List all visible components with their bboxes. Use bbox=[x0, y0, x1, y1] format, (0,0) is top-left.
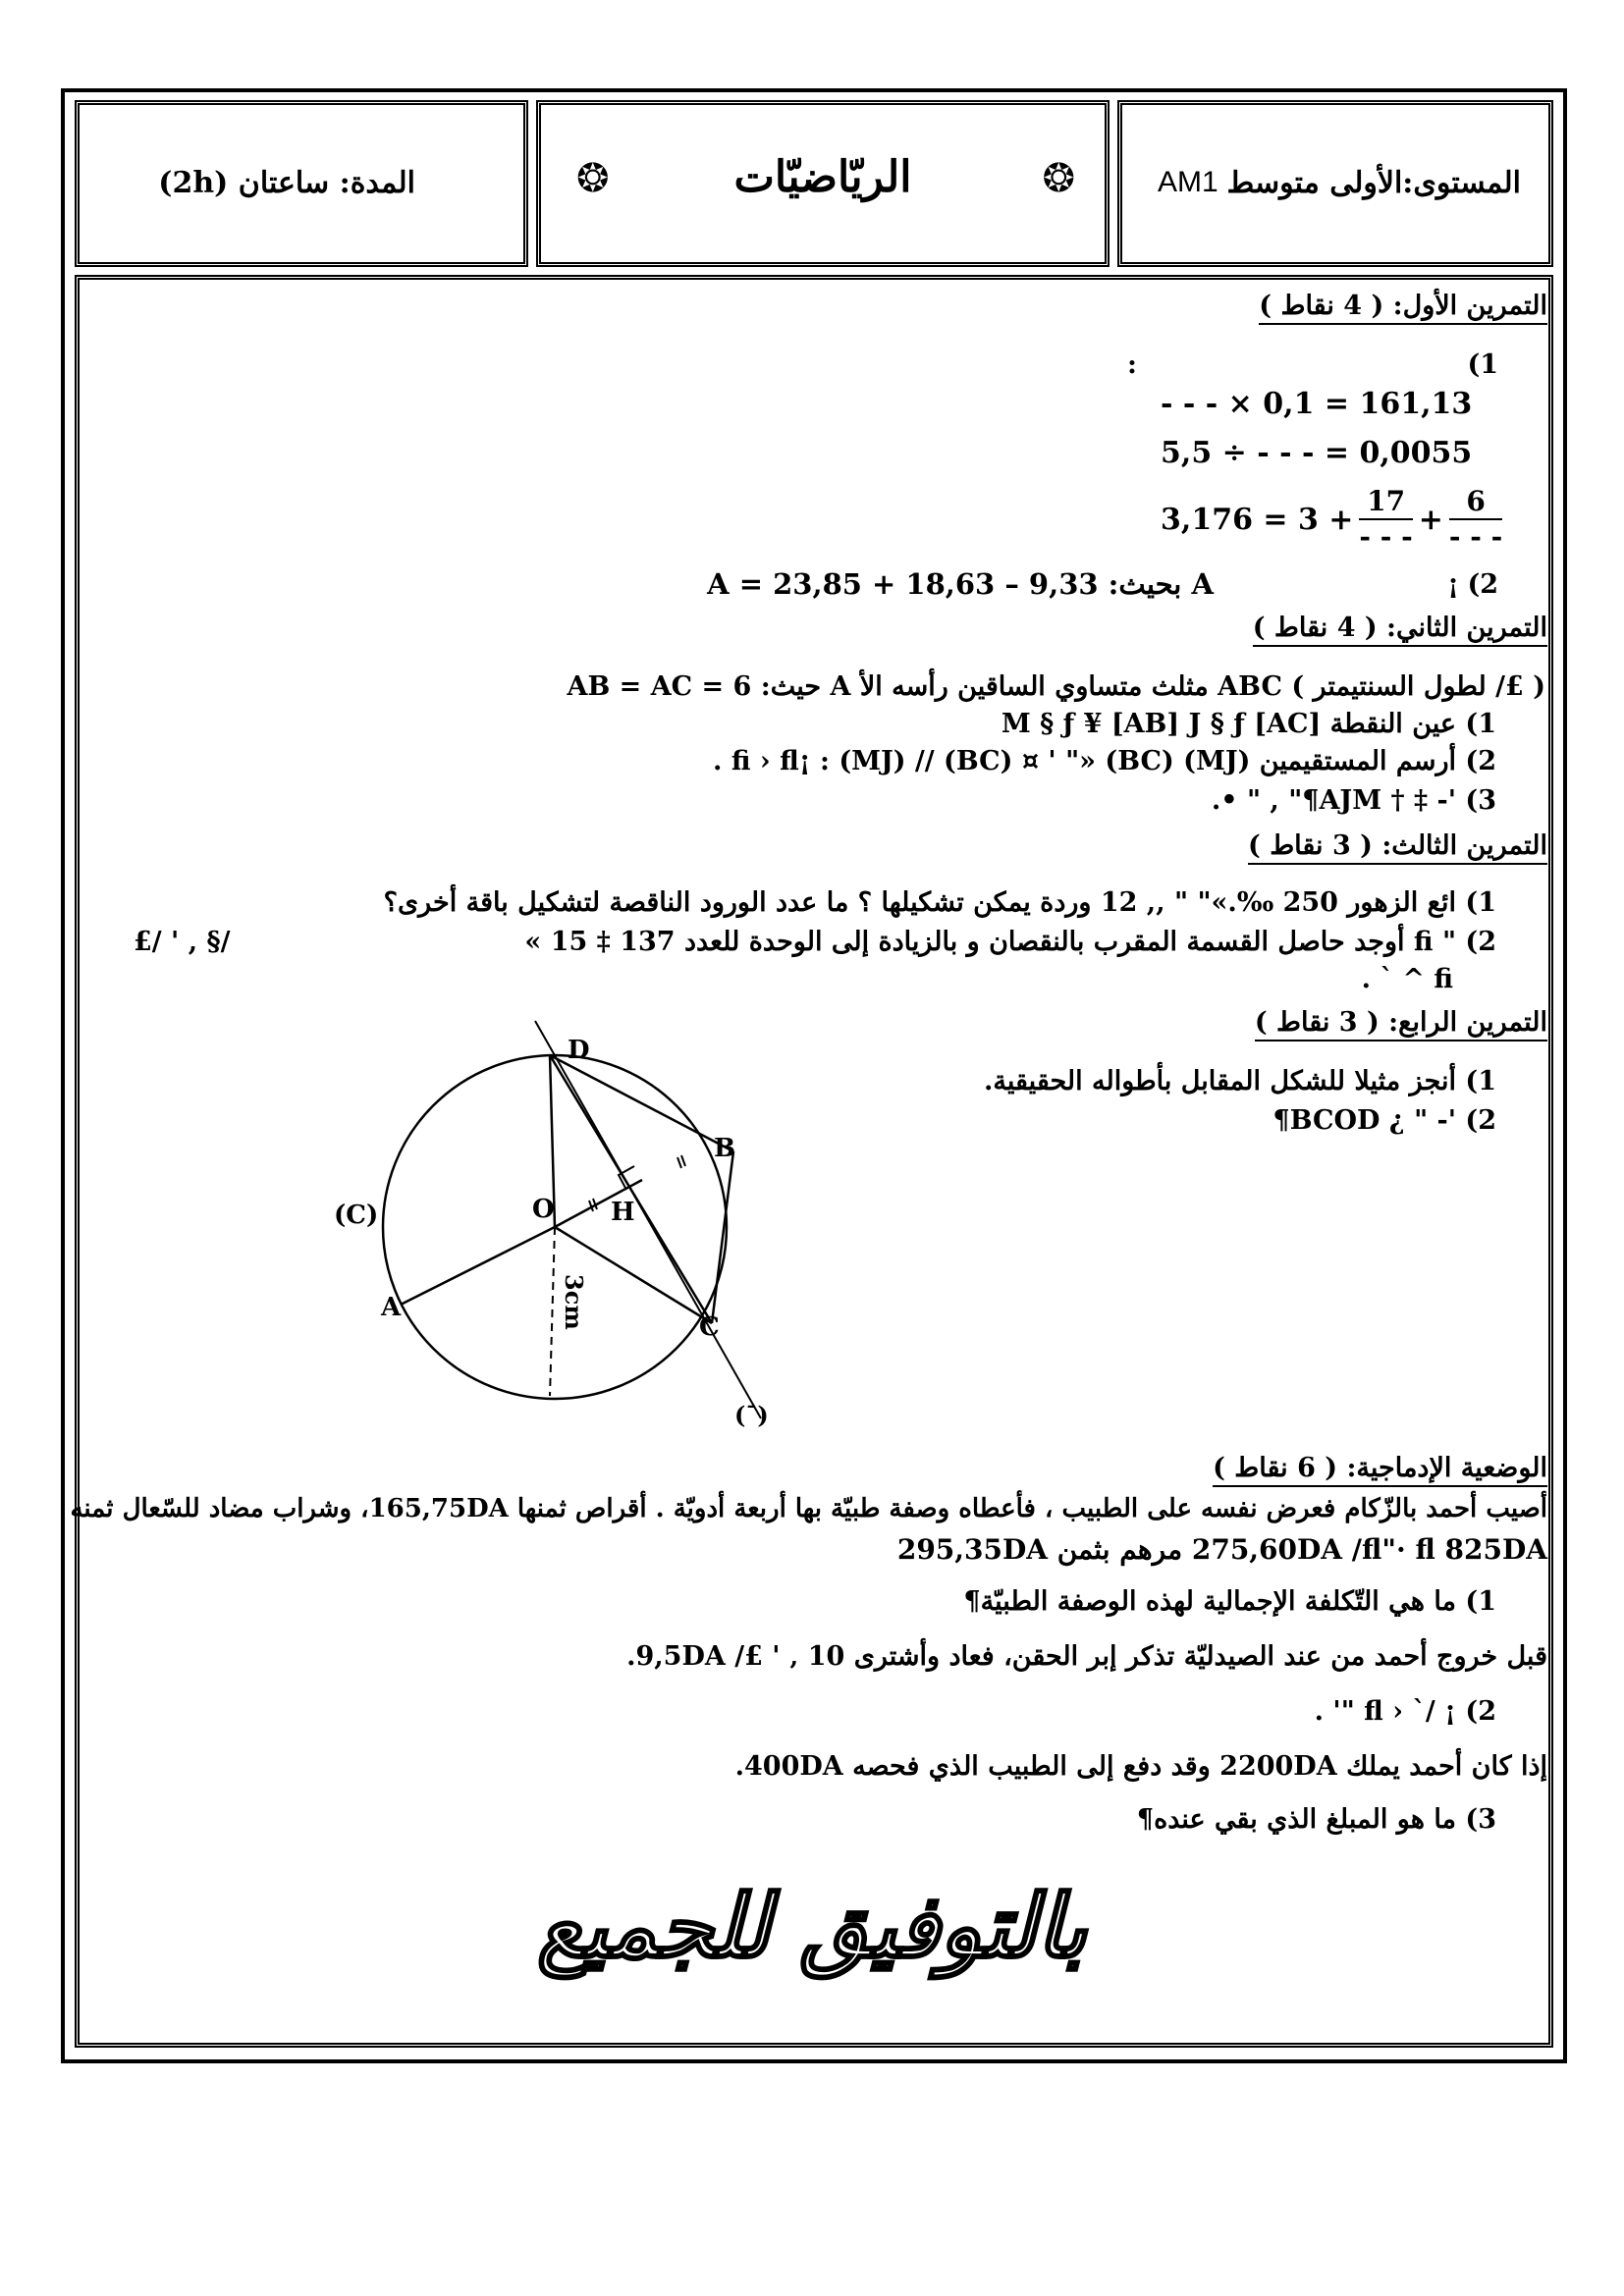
ex1-title: التمرين الأول: ( 4 نقاط ) bbox=[1259, 291, 1547, 325]
ex1-eq2: 5,5 ÷ - - - = 0,0055 bbox=[1161, 436, 1473, 470]
ex1-eq1: - - - × 0,1 = 161,13 bbox=[1161, 387, 1473, 421]
integ-p1: أصيب أحمد بالزّكام فعرض نفسه على الطبيب ، فأعطاه وصفة طبيّة بها أربعة أدويّة . أقراص ثمنها 165,75DA، وشراب مضاد للسّعال ثمنه bbox=[70, 1494, 1547, 1523]
ex3-item2-tail: £/ ' , §/ bbox=[134, 927, 231, 957]
fraction-2-num: 6 bbox=[1449, 485, 1502, 520]
radius-dashed bbox=[550, 1227, 555, 1396]
integ-q3: 3) ما هو المبلغ الذي بقي عنده¶ bbox=[1136, 1804, 1496, 1835]
eq3-left: 3,176 = 3 + bbox=[1161, 502, 1354, 537]
ex2-intro: ( £/ لطول السنتيمتر ) ABC مثلث متساوي الساقين رأسه الأ A حيث: AB = AC = 6 bbox=[567, 671, 1545, 702]
label-o: O bbox=[532, 1195, 555, 1224]
fraction-1 bbox=[1359, 485, 1412, 554]
ex4-item1: 1) أنجز مثيلا للشكل المقابل بأطواله الحقيقية. bbox=[983, 1066, 1496, 1096]
integ-q1: 1) ما هي التّكلفة الإجمالية لهذه الوصفة الطبيّة¶ bbox=[963, 1586, 1496, 1617]
integ-p1b: 275,60DA /fl"· fl 825DA مرهم بثمن 295,35DA bbox=[896, 1533, 1547, 1566]
ex1-item2-mark: ¡ bbox=[1447, 569, 1459, 600]
subject-title: الريّاضيّات bbox=[733, 152, 912, 202]
duration-label: المدة: ساعتان (2h) bbox=[158, 166, 415, 200]
ex1-eq3 bbox=[1161, 485, 1502, 554]
eq3-plus: + bbox=[1418, 502, 1443, 537]
ex2-item2: 2) أرسم المستقيمين (MJ) (BC) «" ' ¤ fi › fl¡ : (MJ) // (BC) . bbox=[713, 746, 1496, 776]
closing-wish: بالتوفيق للجميع bbox=[537, 1875, 1087, 1977]
segment-oa bbox=[401, 1227, 555, 1305]
fraction-2-den: - - - bbox=[1448, 520, 1503, 553]
label-d: D bbox=[568, 1036, 590, 1065]
label-b: B bbox=[714, 1134, 735, 1163]
label-circle: (C) bbox=[334, 1201, 379, 1230]
segment-db bbox=[550, 1055, 733, 1151]
ex1-item2-num: (2 bbox=[1467, 569, 1498, 600]
ex3-title: التمرين الثالث: ( 3 نقاط ) bbox=[1248, 830, 1547, 865]
ornament-right-icon: ❂ bbox=[576, 156, 610, 201]
ex1-item2-text: A بحيث: A = 23,85 + 18,63 – 9,33 bbox=[707, 567, 1214, 601]
level-code: AM1 bbox=[1158, 166, 1218, 198]
integ-p3: إذا كان أحمد يملك 2200DA وقد دفع إلى الطبيب الذي فحصه 400DA. bbox=[734, 1751, 1547, 1782]
ex4-item2: 2) '- " ¿ BCOD¶ bbox=[1272, 1105, 1496, 1136]
label-line: (¯) bbox=[734, 1401, 769, 1429]
label-c: C bbox=[699, 1312, 720, 1342]
tick-mark-3 bbox=[677, 1157, 681, 1168]
ex2-title: التمرين الثاني: ( 4 نقاط ) bbox=[1253, 613, 1547, 647]
ex3-item2-line2: fi ^ ` . bbox=[1361, 964, 1453, 994]
fraction-1-den: - - - bbox=[1359, 520, 1413, 553]
ex1-item1-num: (1 bbox=[1467, 349, 1498, 380]
header-level-box bbox=[1117, 100, 1553, 267]
ex2-item3: 3) '- ‡ † AJM¶" , " •. bbox=[1211, 785, 1496, 816]
segment-bc bbox=[712, 1151, 733, 1323]
ex1-colon: : bbox=[1127, 349, 1137, 380]
level-label: المستوى:الأولى متوسط bbox=[1226, 166, 1521, 200]
ex4-title: التمرين الرابع: ( 3 نقاط ) bbox=[1255, 1007, 1547, 1041]
ex2-item1: 1) عين النقطة M § ƒ ¥ [AB] J § ƒ [AC] bbox=[1001, 709, 1496, 739]
ornament-left-icon: ❂ bbox=[1042, 156, 1075, 201]
ex3-item1: 1) ائع الزهور 250 ‰.»" " ,, 12 وردة يمكن تشكيلها ؟ ما عدد الورود الناقصة لتشكيل باقة أخرى؟ bbox=[383, 887, 1496, 918]
geometry-figure bbox=[314, 1011, 825, 1443]
header-subject-box bbox=[536, 100, 1110, 267]
integ-title: الوضعية الإدماجية: ( 6 نقاط ) bbox=[1213, 1453, 1547, 1487]
integ-p2: قبل خروج أحمد من عند الصيدليّة تذكر إبر الحقن، فعاد وأشترى 10 ‚ ' £/ 9,5DA. bbox=[626, 1641, 1547, 1672]
label-a: A bbox=[381, 1293, 402, 1322]
label-radius: 3cm bbox=[560, 1274, 588, 1330]
fraction-1-num: 17 bbox=[1359, 485, 1412, 520]
fraction-2 bbox=[1449, 485, 1502, 554]
tick-mark-4 bbox=[681, 1155, 685, 1166]
integ-q2: 2) ¡ /` ‹ fl "' . bbox=[1314, 1696, 1496, 1727]
ex3-item2: 2) " fi أوجد حاصل القسمة المقرب بالنقصان و بالزيادة إلى الوحدة للعدد 137 ‡ 15 » bbox=[524, 927, 1496, 957]
header-duration-box bbox=[75, 100, 528, 267]
label-h: H bbox=[611, 1198, 635, 1227]
